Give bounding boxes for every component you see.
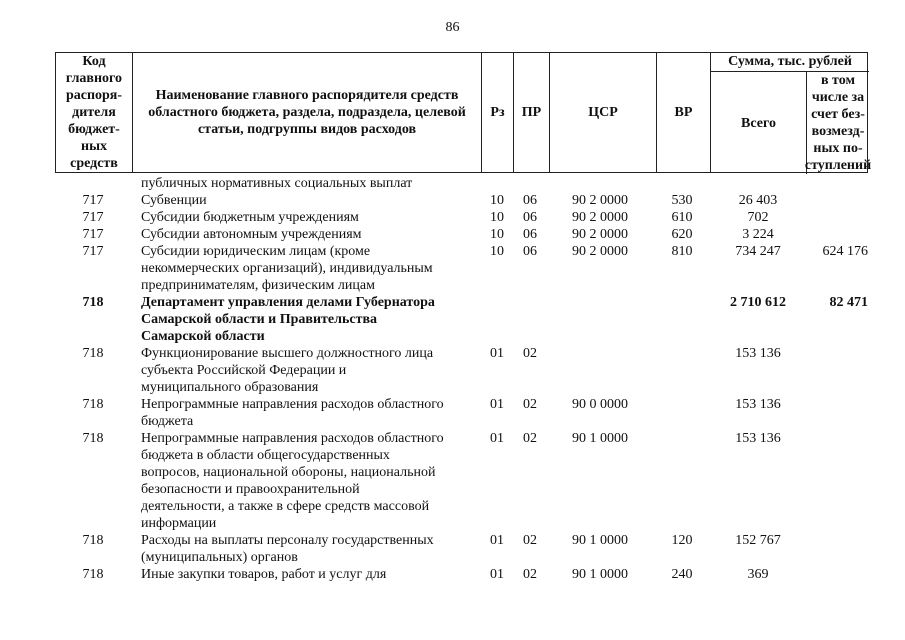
row-vr: 620 bbox=[671, 227, 693, 242]
row-code: 718 bbox=[82, 295, 104, 310]
table-row bbox=[55, 243, 868, 294]
header-pr: ПР bbox=[514, 53, 550, 172]
row-name: Субсидии бюджетным учреждениям bbox=[141, 210, 359, 225]
row-total: 702 bbox=[747, 210, 769, 225]
row-name: Функционирование высшего должностного лица субъекта Российской Федерации и муниципального образования bbox=[141, 346, 434, 395]
header-rz: Рз bbox=[482, 53, 514, 172]
row-rz: 01 bbox=[490, 431, 504, 446]
row-name: Департамент управления делами Губернатора Самарской области и Правительства Самарской области bbox=[141, 295, 435, 344]
header-code: Код главного распоря- дителя бюджет- ных средств bbox=[56, 53, 133, 172]
row-csr: 90 2 0000 bbox=[572, 210, 628, 225]
row-code: 717 bbox=[82, 210, 104, 225]
row-rz: 01 bbox=[490, 397, 504, 412]
row-pr: 06 bbox=[523, 193, 537, 208]
row-vr: 610 bbox=[671, 210, 693, 225]
row-vr: 810 bbox=[671, 244, 693, 259]
row-rz: 10 bbox=[490, 244, 504, 259]
table-row bbox=[55, 209, 868, 226]
row-total: 369 bbox=[747, 567, 769, 582]
row-name: Непрограммные направления расходов областного бюджета bbox=[141, 397, 444, 429]
row-total: 2 710 612 bbox=[730, 295, 786, 310]
row-name: Расходы на выплаты персоналу государственных (муниципальных) органов bbox=[141, 533, 434, 565]
row-incl: 624 176 bbox=[822, 244, 868, 259]
row-rz: 10 bbox=[490, 210, 504, 225]
table-row bbox=[55, 192, 868, 209]
row-name: Непрограммные направления расходов областного бюджета в области общегосударственных вопросов, национальной обороны, национальной безопасности и правоохранительной деятельности, а также в сфере средств массовой информации bbox=[141, 431, 444, 531]
row-name: Субсидии юридическим лицам (кроме некоммерческих организаций), индивидуальным предпринимателям, физическим лицам bbox=[141, 244, 433, 293]
row-code: 717 bbox=[82, 244, 104, 259]
table-row bbox=[55, 566, 868, 583]
row-total: 153 136 bbox=[735, 346, 781, 361]
row-pr: 06 bbox=[523, 210, 537, 225]
row-name: публичных нормативных социальных выплат bbox=[141, 176, 413, 191]
row-pr: 02 bbox=[523, 431, 537, 446]
row-name: Иные закупки товаров, работ и услуг для bbox=[141, 567, 387, 582]
row-csr: 90 1 0000 bbox=[572, 431, 628, 446]
row-pr: 02 bbox=[523, 346, 537, 361]
row-incl: 82 471 bbox=[829, 295, 868, 310]
table-row bbox=[55, 175, 868, 192]
header-csr: ЦСР bbox=[550, 53, 657, 172]
row-csr: 90 1 0000 bbox=[572, 533, 628, 548]
row-pr: 06 bbox=[523, 244, 537, 259]
row-code: 717 bbox=[82, 227, 104, 242]
row-total: 26 403 bbox=[738, 193, 778, 208]
row-pr: 02 bbox=[523, 567, 537, 582]
table-row bbox=[55, 532, 868, 566]
row-code: 718 bbox=[82, 346, 104, 361]
row-rz: 10 bbox=[490, 193, 504, 208]
row-csr: 90 0 0000 bbox=[572, 397, 628, 412]
row-code: 717 bbox=[82, 193, 104, 208]
header-vr: ВР bbox=[657, 53, 711, 172]
row-code: 718 bbox=[82, 431, 104, 446]
row-rz: 10 bbox=[490, 227, 504, 242]
row-total: 153 136 bbox=[735, 431, 781, 446]
row-rz: 01 bbox=[490, 567, 504, 582]
row-rz: 01 bbox=[490, 533, 504, 548]
row-csr: 90 2 0000 bbox=[572, 227, 628, 242]
row-vr: 120 bbox=[671, 533, 693, 548]
header-sum-title: Сумма, тыс. рублей bbox=[711, 53, 869, 72]
row-rz: 01 bbox=[490, 346, 504, 361]
row-csr: 90 2 0000 bbox=[572, 193, 628, 208]
row-csr: 90 2 0000 bbox=[572, 244, 628, 259]
row-pr: 06 bbox=[523, 227, 537, 242]
table-row bbox=[55, 226, 868, 243]
row-pr: 02 bbox=[523, 533, 537, 548]
row-vr: 530 bbox=[671, 193, 693, 208]
table-row bbox=[55, 294, 868, 345]
row-vr: 240 bbox=[671, 567, 693, 582]
row-total: 153 136 bbox=[735, 397, 781, 412]
row-name: Субвенции bbox=[141, 193, 207, 208]
row-pr: 02 bbox=[523, 397, 537, 412]
header-incl: в том числе за счет без- возмезд- ных по- ступлений bbox=[804, 73, 872, 173]
table-row bbox=[55, 396, 868, 430]
row-total: 3 224 bbox=[742, 227, 774, 242]
table-row bbox=[55, 345, 868, 396]
row-total: 152 767 bbox=[735, 533, 781, 548]
row-csr: 90 1 0000 bbox=[572, 567, 628, 582]
header-name: Наименование главного распорядителя средств областного бюджета, раздела, подраздела, целевой статьи, подгруппы видов расходов bbox=[133, 53, 482, 172]
header-total: Всего bbox=[711, 72, 807, 174]
row-code: 718 bbox=[82, 533, 104, 548]
page-number: 86 bbox=[445, 20, 460, 35]
row-code: 718 bbox=[82, 397, 104, 412]
row-code: 718 bbox=[82, 567, 104, 582]
row-total: 734 247 bbox=[735, 244, 781, 259]
table-body bbox=[55, 175, 868, 583]
table-row bbox=[55, 430, 868, 532]
row-name: Субсидии автономным учреждениям bbox=[141, 227, 362, 242]
table-header bbox=[55, 52, 872, 173]
